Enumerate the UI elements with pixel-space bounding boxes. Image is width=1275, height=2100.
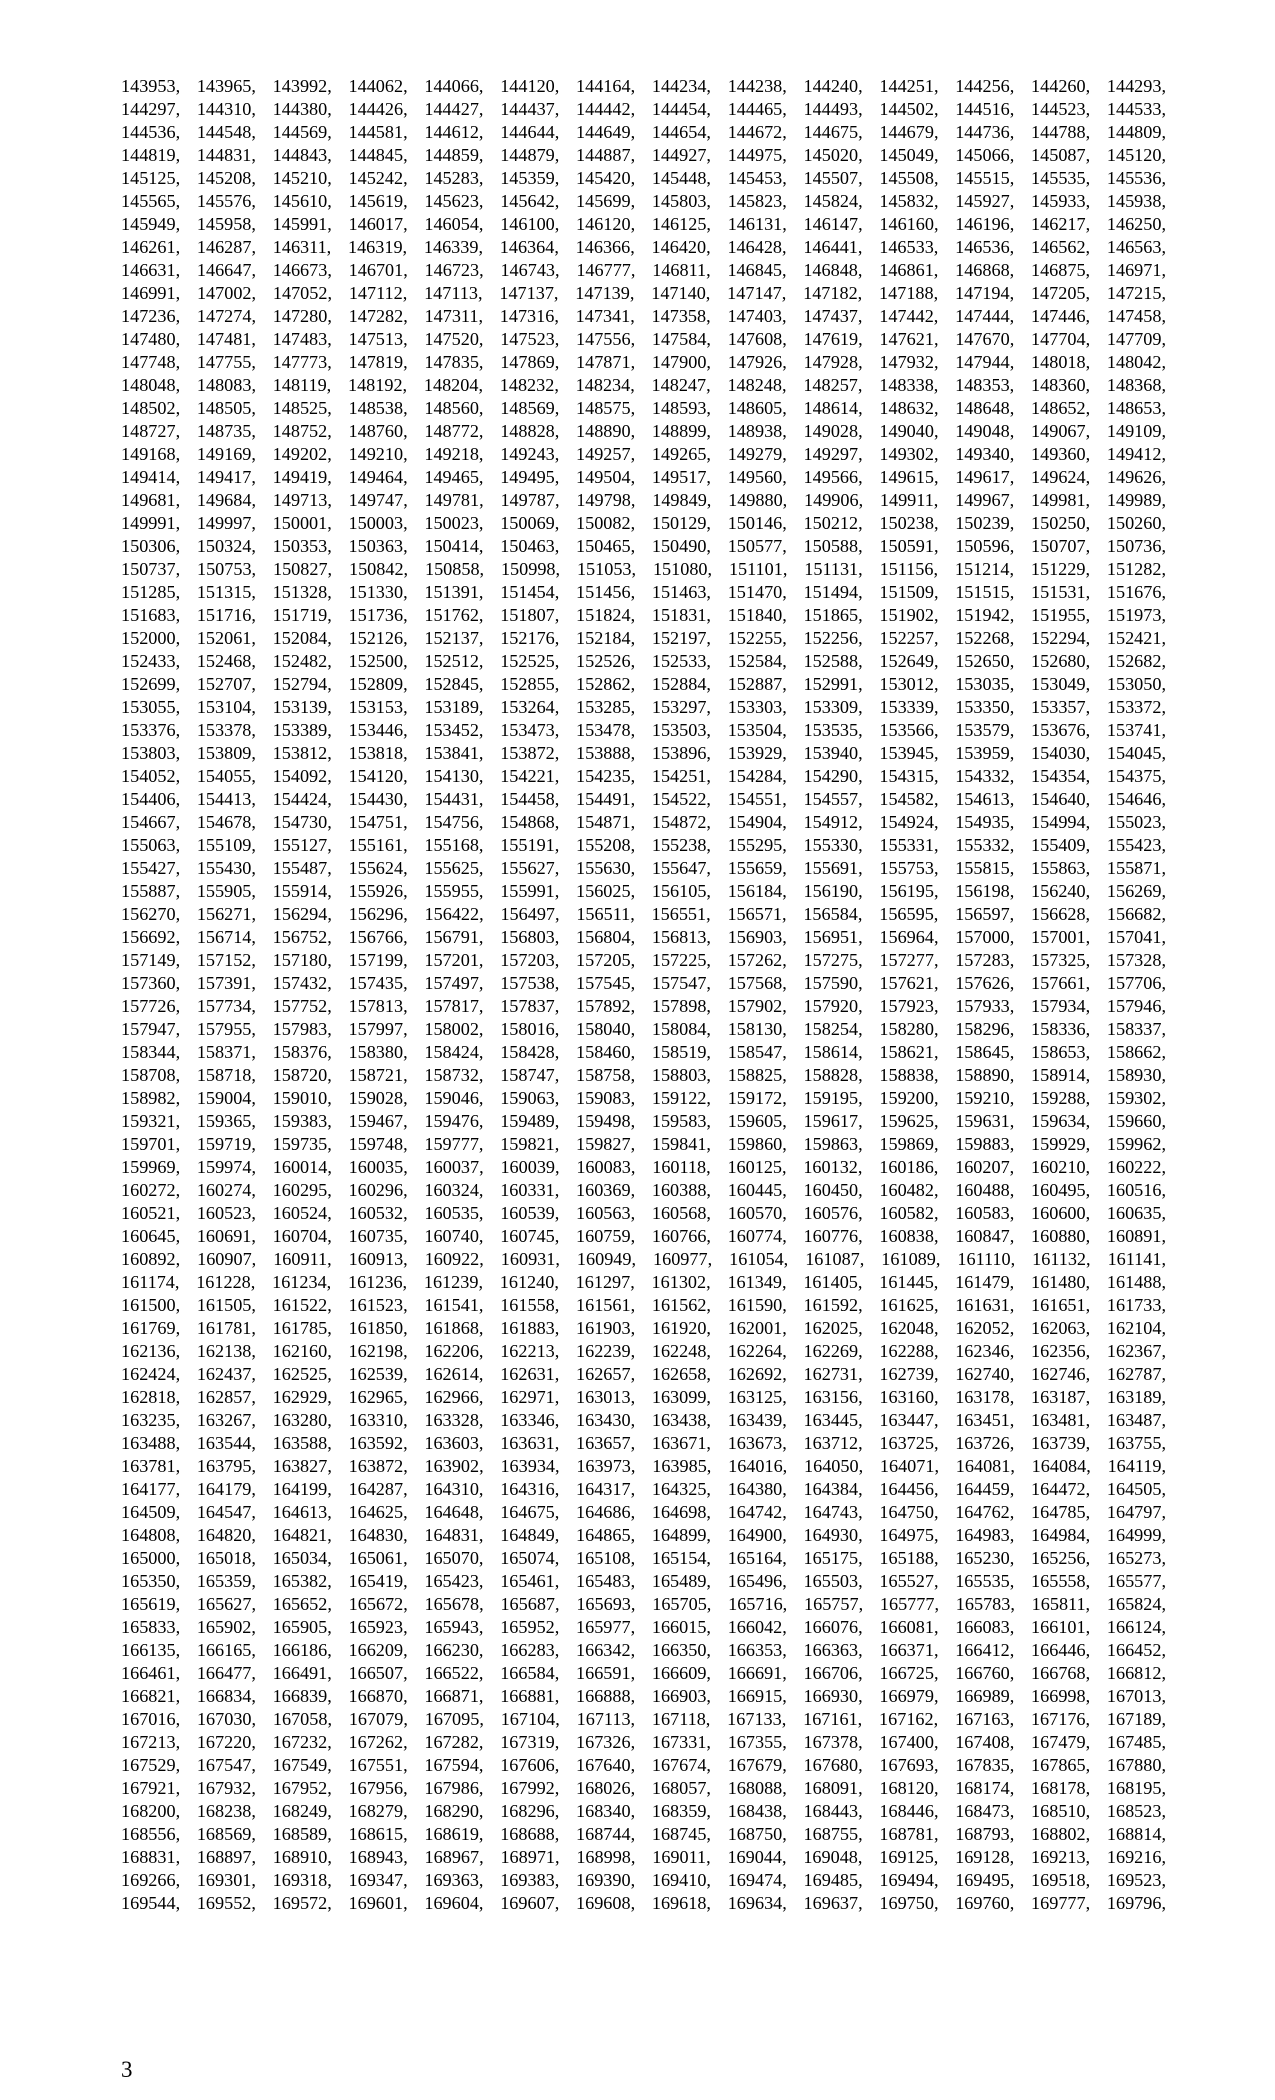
number-line: 164509, 164547, 164613, 164625, 164648, 164675, 164686, 164698, 164742, 164743, 164750, 164762, 164785, 164797,	[121, 1502, 1166, 1522]
number-line: 167921, 167932, 167952, 167956, 167986, 167992, 168026, 168057, 168088, 168091, 168120, 168174, 168178, 168195,	[121, 1778, 1166, 1798]
number-line: 146991, 147002, 147052, 147112, 147113, 147137, 147139, 147140, 147147, 147182, 147188, 147194, 147205, 147215,	[121, 283, 1166, 303]
number-line: 162136, 162138, 162160, 162198, 162206, 162213, 162239, 162248, 162264, 162269, 162288, 162346, 162356, 162367,	[121, 1341, 1166, 1361]
number-line: 166461, 166477, 166491, 166507, 166522, 166584, 166591, 166609, 166691, 166706, 166725, 166760, 166768, 166812,	[121, 1663, 1166, 1683]
number-line: 153376, 153378, 153389, 153446, 153452, 153473, 153478, 153503, 153504, 153535, 153566, 153579, 153676, 153741,	[121, 720, 1166, 740]
number-line: 163781, 163795, 163827, 163872, 163902, 163934, 163973, 163985, 164016, 164050, 164071, 164081, 164084, 164119,	[121, 1456, 1166, 1476]
number-line: 154052, 154055, 154092, 154120, 154130, 154221, 154235, 154251, 154284, 154290, 154315, 154332, 154354, 154375,	[121, 766, 1166, 786]
number-line: 148048, 148083, 148119, 148192, 148204, 148232, 148234, 148247, 148248, 148257, 148338, 148353, 148360, 148368,	[121, 375, 1166, 395]
number-list	[121, 75, 1166, 1915]
number-line: 160892, 160907, 160911, 160913, 160922, 160931, 160949, 160977, 161054, 161087, 161089, 161110, 161132, 161141,	[121, 1249, 1166, 1269]
number-line: 161500, 161505, 161522, 161523, 161541, 161558, 161561, 161562, 161590, 161592, 161625, 161631, 161651, 161733,	[121, 1295, 1166, 1315]
number-line: 164177, 164179, 164199, 164287, 164310, 164316, 164317, 164325, 164380, 164384, 164456, 164459, 164472, 164505,	[121, 1479, 1166, 1499]
number-line: 165619, 165627, 165652, 165672, 165678, 165687, 165693, 165705, 165716, 165757, 165777, 165783, 165811, 165824,	[121, 1594, 1166, 1614]
number-line: 157726, 157734, 157752, 157813, 157817, 157837, 157892, 157898, 157902, 157920, 157923, 157933, 157934, 157946,	[121, 996, 1166, 1016]
number-line: 154667, 154678, 154730, 154751, 154756, 154868, 154871, 154872, 154904, 154912, 154924, 154935, 154994, 155023,	[121, 812, 1166, 832]
number-line: 144297, 144310, 144380, 144426, 144427, 144437, 144442, 144454, 144465, 144493, 144502, 144516, 144523, 144533,	[121, 99, 1166, 119]
number-line: 165350, 165359, 165382, 165419, 165423, 165461, 165483, 165489, 165496, 165503, 165527, 165535, 165558, 165577,	[121, 1571, 1166, 1591]
number-line: 148502, 148505, 148525, 148538, 148560, 148569, 148575, 148593, 148605, 148614, 148632, 148648, 148652, 148653,	[121, 398, 1166, 418]
number-line: 167016, 167030, 167058, 167079, 167095, 167104, 167113, 167118, 167133, 167161, 167162, 167163, 167176, 167189,	[121, 1709, 1166, 1729]
number-line: 143953, 143965, 143992, 144062, 144066, 144120, 144164, 144234, 144238, 144240, 144251, 144256, 144260, 144293,	[121, 76, 1166, 96]
number-line: 150737, 150753, 150827, 150842, 150858, 150998, 151053, 151080, 151101, 151131, 151156, 151214, 151229, 151282,	[121, 559, 1166, 579]
number-line: 145949, 145958, 145991, 146017, 146054, 146100, 146120, 146125, 146131, 146147, 146160, 146196, 146217, 146250,	[121, 214, 1166, 234]
number-line: 159701, 159719, 159735, 159748, 159777, 159821, 159827, 159841, 159860, 159863, 159869, 159883, 159929, 159962,	[121, 1134, 1166, 1154]
number-line: 144536, 144548, 144569, 144581, 144612, 144644, 144649, 144654, 144672, 144675, 144679, 144736, 144788, 144809,	[121, 122, 1166, 142]
number-line: 166821, 166834, 166839, 166870, 166871, 166881, 166888, 166903, 166915, 166930, 166979, 166989, 166998, 167013,	[121, 1686, 1166, 1706]
number-line: 149414, 149417, 149419, 149464, 149465, 149495, 149504, 149517, 149560, 149566, 149615, 149617, 149624, 149626,	[121, 467, 1166, 487]
number-line: 147236, 147274, 147280, 147282, 147311, 147316, 147341, 147358, 147403, 147437, 147442, 147444, 147446, 147458,	[121, 306, 1166, 326]
number-line: 151683, 151716, 151719, 151736, 151762, 151807, 151824, 151831, 151840, 151865, 151902, 151942, 151955, 151973,	[121, 605, 1166, 625]
number-line: 159969, 159974, 160014, 160035, 160037, 160039, 160083, 160118, 160125, 160132, 160186, 160207, 160210, 160222,	[121, 1157, 1166, 1177]
number-line: 152699, 152707, 152794, 152809, 152845, 152855, 152862, 152884, 152887, 152991, 153012, 153035, 153049, 153050,	[121, 674, 1166, 694]
number-line: 167213, 167220, 167232, 167262, 167282, 167319, 167326, 167331, 167355, 167378, 167400, 167408, 167479, 167485,	[121, 1732, 1166, 1752]
number-line: 161174, 161228, 161234, 161236, 161239, 161240, 161297, 161302, 161349, 161405, 161445, 161479, 161480, 161488,	[121, 1272, 1166, 1292]
number-line: 159321, 159365, 159383, 159467, 159476, 159489, 159498, 159583, 159605, 159617, 159625, 159631, 159634, 159660,	[121, 1111, 1166, 1131]
number-line: 161769, 161781, 161785, 161850, 161868, 161883, 161903, 161920, 162001, 162025, 162048, 162052, 162063, 162104,	[121, 1318, 1166, 1338]
number-line: 157360, 157391, 157432, 157435, 157497, 157538, 157545, 157547, 157568, 157590, 157621, 157626, 157661, 157706,	[121, 973, 1166, 993]
number-line: 160272, 160274, 160295, 160296, 160324, 160331, 160369, 160388, 160445, 160450, 160482, 160488, 160495, 160516,	[121, 1180, 1166, 1200]
number-line: 165833, 165902, 165905, 165923, 165943, 165952, 165977, 166015, 166042, 166076, 166081, 166083, 166101, 166124,	[121, 1617, 1166, 1637]
number-line: 163488, 163544, 163588, 163592, 163603, 163631, 163657, 163671, 163673, 163712, 163725, 163726, 163739, 163755,	[121, 1433, 1166, 1453]
number-line: 153055, 153104, 153139, 153153, 153189, 153264, 153285, 153297, 153303, 153309, 153339, 153350, 153357, 153372,	[121, 697, 1166, 717]
number-line: 165000, 165018, 165034, 165061, 165070, 165074, 165108, 165154, 165164, 165175, 165188, 165230, 165256, 165273,	[121, 1548, 1166, 1568]
number-line: 144819, 144831, 144843, 144845, 144859, 144879, 144887, 144927, 144975, 145020, 145049, 145066, 145087, 145120,	[121, 145, 1166, 165]
number-line: 154406, 154413, 154424, 154430, 154431, 154458, 154491, 154522, 154551, 154557, 154582, 154613, 154640, 154646,	[121, 789, 1166, 809]
number-line: 147480, 147481, 147483, 147513, 147520, 147523, 147556, 147584, 147608, 147619, 147621, 147670, 147704, 147709,	[121, 329, 1166, 349]
page-number: 3	[121, 2057, 133, 2082]
number-line: 158982, 159004, 159010, 159028, 159046, 159063, 159083, 159122, 159172, 159195, 159200, 159210, 159288, 159302,	[121, 1088, 1166, 1108]
number-line: 160521, 160523, 160524, 160532, 160535, 160539, 160563, 160568, 160570, 160576, 160582, 160583, 160600, 160635,	[121, 1203, 1166, 1223]
number-line: 169266, 169301, 169318, 169347, 169363, 169383, 169390, 169410, 169474, 169485, 169494, 169495, 169518, 169523,	[121, 1870, 1166, 1890]
number-line: 166135, 166165, 166186, 166209, 166230, 166283, 166342, 166350, 166353, 166363, 166371, 166412, 166446, 166452,	[121, 1640, 1166, 1660]
number-line: 149168, 149169, 149202, 149210, 149218, 149243, 149257, 149265, 149279, 149297, 149302, 149340, 149360, 149412,	[121, 444, 1166, 464]
number-line: 162424, 162437, 162525, 162539, 162614, 162631, 162657, 162658, 162692, 162731, 162739, 162740, 162746, 162787,	[121, 1364, 1166, 1384]
number-line: 160645, 160691, 160704, 160735, 160740, 160745, 160759, 160766, 160774, 160776, 160838, 160847, 160880, 160891,	[121, 1226, 1166, 1246]
number-line: 169544, 169552, 169572, 169601, 169604, 169607, 169608, 169618, 169634, 169637, 169750, 169760, 169777, 169796,	[121, 1893, 1166, 1913]
number-line: 151285, 151315, 151328, 151330, 151391, 151454, 151456, 151463, 151470, 151494, 151509, 151515, 151531, 151676,	[121, 582, 1166, 602]
number-line: 156270, 156271, 156294, 156296, 156422, 156497, 156511, 156551, 156571, 156584, 156595, 156597, 156628, 156682,	[121, 904, 1166, 924]
number-line: 167529, 167547, 167549, 167551, 167594, 167606, 167640, 167674, 167679, 167680, 167693, 167835, 167865, 167880,	[121, 1755, 1166, 1775]
number-line: 148727, 148735, 148752, 148760, 148772, 148828, 148890, 148899, 148938, 149028, 149040, 149048, 149067, 149109,	[121, 421, 1166, 441]
number-line: 145565, 145576, 145610, 145619, 145623, 145642, 145699, 145803, 145823, 145824, 145832, 145927, 145933, 145938,	[121, 191, 1166, 211]
number-line: 145125, 145208, 145210, 145242, 145283, 145359, 145420, 145448, 145453, 145507, 145508, 145515, 145535, 145536,	[121, 168, 1166, 188]
number-line: 168200, 168238, 168249, 168279, 168290, 168296, 168340, 168359, 168438, 168443, 168446, 168473, 168510, 168523,	[121, 1801, 1166, 1821]
number-line: 147748, 147755, 147773, 147819, 147835, 147869, 147871, 147900, 147926, 147928, 147932, 147944, 148018, 148042,	[121, 352, 1166, 372]
number-line: 163235, 163267, 163280, 163310, 163328, 163346, 163430, 163438, 163439, 163445, 163447, 163451, 163481, 163487,	[121, 1410, 1166, 1430]
number-line: 152433, 152468, 152482, 152500, 152512, 152525, 152526, 152533, 152584, 152588, 152649, 152650, 152680, 152682,	[121, 651, 1166, 671]
number-line: 158344, 158371, 158376, 158380, 158424, 158428, 158460, 158519, 158547, 158614, 158621, 158645, 158653, 158662,	[121, 1042, 1166, 1062]
number-line: 157947, 157955, 157983, 157997, 158002, 158016, 158040, 158084, 158130, 158254, 158280, 158296, 158336, 158337,	[121, 1019, 1166, 1039]
number-line: 153803, 153809, 153812, 153818, 153841, 153872, 153888, 153896, 153929, 153940, 153945, 153959, 154030, 154045,	[121, 743, 1166, 763]
number-line: 157149, 157152, 157180, 157199, 157201, 157203, 157205, 157225, 157262, 157275, 157277, 157283, 157325, 157328,	[121, 950, 1166, 970]
number-line: 149681, 149684, 149713, 149747, 149781, 149787, 149798, 149849, 149880, 149906, 149911, 149967, 149981, 149989,	[121, 490, 1166, 510]
number-line: 155063, 155109, 155127, 155161, 155168, 155191, 155208, 155238, 155295, 155330, 155331, 155332, 155409, 155423,	[121, 835, 1166, 855]
number-line: 168556, 168569, 168589, 168615, 168619, 168688, 168744, 168745, 168750, 168755, 168781, 168793, 168802, 168814,	[121, 1824, 1166, 1844]
number-line: 152000, 152061, 152084, 152126, 152137, 152176, 152184, 152197, 152255, 152256, 152257, 152268, 152294, 152421,	[121, 628, 1166, 648]
number-line: 158708, 158718, 158720, 158721, 158732, 158747, 158758, 158803, 158825, 158828, 158838, 158890, 158914, 158930,	[121, 1065, 1166, 1085]
number-line: 146261, 146287, 146311, 146319, 146339, 146364, 146366, 146420, 146428, 146441, 146533, 146536, 146562, 146563,	[121, 237, 1166, 257]
number-line: 164808, 164820, 164821, 164830, 164831, 164849, 164865, 164899, 164900, 164930, 164975, 164983, 164984, 164999,	[121, 1525, 1166, 1545]
number-line: 168831, 168897, 168910, 168943, 168967, 168971, 168998, 169011, 169044, 169048, 169125, 169128, 169213, 169216,	[121, 1847, 1166, 1867]
number-line: 156692, 156714, 156752, 156766, 156791, 156803, 156804, 156813, 156903, 156951, 156964, 157000, 157001, 157041,	[121, 927, 1166, 947]
number-line: 155887, 155905, 155914, 155926, 155955, 155991, 156025, 156105, 156184, 156190, 156195, 156198, 156240, 156269,	[121, 881, 1166, 901]
number-line: 162818, 162857, 162929, 162965, 162966, 162971, 163013, 163099, 163125, 163156, 163160, 163178, 163187, 163189,	[121, 1387, 1166, 1407]
number-line: 146631, 146647, 146673, 146701, 146723, 146743, 146777, 146811, 146845, 146848, 146861, 146868, 146875, 146971,	[121, 260, 1166, 280]
number-line: 149991, 149997, 150001, 150003, 150023, 150069, 150082, 150129, 150146, 150212, 150238, 150239, 150250, 150260,	[121, 513, 1166, 533]
number-line: 155427, 155430, 155487, 155624, 155625, 155627, 155630, 155647, 155659, 155691, 155753, 155815, 155863, 155871,	[121, 858, 1166, 878]
number-line: 150306, 150324, 150353, 150363, 150414, 150463, 150465, 150490, 150577, 150588, 150591, 150596, 150707, 150736,	[121, 536, 1166, 556]
